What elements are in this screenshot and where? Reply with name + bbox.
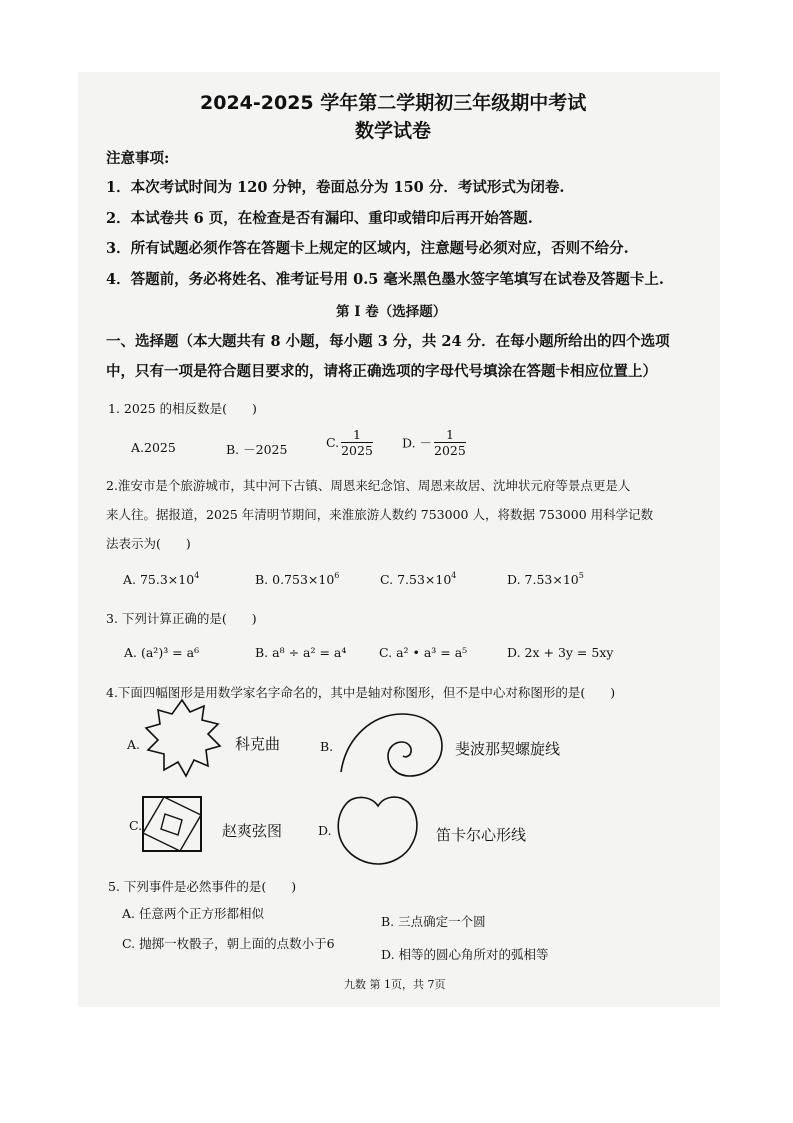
notice-heading: 注意事项: <box>106 150 170 167</box>
q2-stem-line2: 来人往。据报道，2025 年清明节期间，来淮旅游人数约 753000 人，将数据 753000 用科学记数 <box>106 507 654 522</box>
exam-title: 2024-2025 学年第二学期初三年级期中考试 <box>200 92 587 114</box>
q3-stem: 3. 下列计算正确的是( ) <box>106 611 257 626</box>
notice-item-3: 3．所有试题必须作答在答题卡上规定的区域内，注意题号必须对应，否则不给分. <box>106 240 629 257</box>
q2-stem-line3: 法表示为( ) <box>106 536 191 551</box>
q2-option-c-exponent: 4 <box>451 571 457 580</box>
exam-subtitle: 数学试卷 <box>355 120 432 142</box>
fibonacci-spiral-figure <box>338 708 448 780</box>
q1-option-d-numerator: 1 <box>434 427 466 443</box>
q1-option-c-numerator: 1 <box>341 427 373 443</box>
q2-option-c-base: C. 7.53×10 <box>380 572 452 587</box>
cardioid-figure <box>336 794 420 866</box>
q4-stem: 4.下面四幅图形是用数学家名字命名的，其中是轴对称图形，但不是中心对称图形的是( ) <box>106 685 616 700</box>
q5-option-a: A. 任意两个正方形都相似 <box>122 906 264 921</box>
q2-option-b-exponent: 6 <box>334 571 340 580</box>
q1-option-b: B. －2025 <box>226 442 288 457</box>
q1-option-c-prefix: C. <box>326 435 340 450</box>
q2-stem-line1: 2.淮安市是个旅游城市，其中河下古镇、周恩来纪念馆、周恩来故居、沈坤状元府等景点更是人 <box>106 478 631 493</box>
zhao-shuang-diagram-figure <box>140 794 204 854</box>
q4-option-a-letter: A. <box>127 737 141 752</box>
q1-option-c <box>326 427 373 458</box>
q2-option-b-base: B. 0.753×10 <box>255 572 335 587</box>
q4-option-b-name: 斐波那契螺旋线 <box>455 740 561 758</box>
notice-item-4: 4．答题前，务必将姓名、准考证号用 0.5 毫米黑色墨水签字笔填写在试卷及答题卡上. <box>106 271 664 288</box>
q1-option-c-denominator: 2025 <box>341 443 373 458</box>
q1-option-d-denominator: 2025 <box>434 443 466 458</box>
q3-option-c: C. a² • a³ = a⁵ <box>379 645 468 660</box>
q4-option-b-letter: B. <box>320 739 334 754</box>
q5-stem: 5. 下列事件是必然事件的是( ) <box>108 879 297 894</box>
q2-option-a-exponent: 4 <box>194 571 200 580</box>
koch-snowflake-figure <box>142 698 222 782</box>
notice-item-2: 2．本试卷共 6 页，在检查是否有漏印、重印或错印后再开始答题. <box>106 210 533 227</box>
q2-option-d <box>507 571 584 587</box>
section-instruction-line2: 中，只有一项是符合题目要求的，请将正确选项的字母代号填涂在答题卡相应位置上） <box>106 363 657 380</box>
q4-option-a-name: 科克曲 <box>235 735 281 753</box>
q3-option-b: B. a⁸ ÷ a² = a⁴ <box>255 645 347 660</box>
q2-option-a-base: A. 75.3×10 <box>123 572 195 587</box>
q1-stem: 1. 2025 的相反数是( ) <box>108 401 257 416</box>
q5-option-d: D. 相等的圆心角所对的弧相等 <box>381 947 549 962</box>
q1-option-d-prefix: D. － <box>402 435 433 451</box>
q4-option-c-letter: C. <box>129 818 143 833</box>
q5-option-b: B. 三点确定一个圆 <box>381 914 486 929</box>
q2-option-d-base: D. 7.53×10 <box>507 572 579 587</box>
q1-option-d <box>402 427 466 458</box>
page-footer: 九数 第 1页，共 7页 <box>344 978 446 991</box>
q4-option-d-name: 笛卡尔心形线 <box>436 826 527 844</box>
q2-option-c <box>380 571 456 587</box>
notice-item-1: 1．本次考试时间为 120 分钟，卷面总分为 150 分．考试形式为闭卷. <box>106 179 565 196</box>
q2-option-d-exponent: 5 <box>578 571 584 580</box>
q5-option-c: C. 抛掷一枚骰子，朝上面的点数小于6 <box>122 936 335 951</box>
q4-option-d-letter: D. <box>318 823 332 838</box>
section-instruction-line1: 一、选择题（本大题共有 8 小题，每小题 3 分，共 24 分．在每小题所给出的四个选项 <box>106 333 670 350</box>
q3-option-d: D. 2x + 3y = 5xy <box>507 645 614 660</box>
q2-option-b <box>255 571 339 587</box>
q1-option-a: A.2025 <box>131 440 176 455</box>
q4-option-c-name: 赵爽弦图 <box>222 822 283 840</box>
q3-option-a: A. (a²)³ = a⁶ <box>124 645 200 660</box>
q2-option-a <box>123 571 199 587</box>
volume-title: 第 I 卷（选择题） <box>336 304 447 320</box>
